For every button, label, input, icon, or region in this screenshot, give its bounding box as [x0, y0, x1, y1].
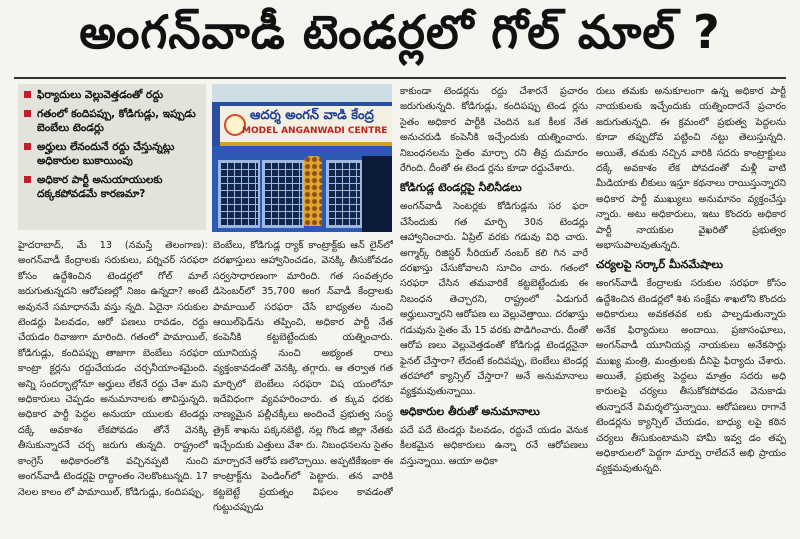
- highlight-text: అర్హులు లేనందునే రద్దు చేస్తున్నట్లు అధికారుల బుకాయింపు: [37, 141, 175, 167]
- photo-window: [218, 160, 260, 228]
- highlights-box: [18, 84, 206, 230]
- square-bullet-icon: [24, 110, 31, 117]
- highlight-item: [24, 88, 200, 102]
- column-text: అంగన్‌వాడీ కేంద్రాలకు సరుకుల సరఫరా కోసం ఉద్దేశించిన టెండర్లలో శిశు సంక్షేమ శాఖలోని కొందరు అధికారులు అవకతవక లకు పాల్పడుతున్నారు అనేక ఫిర్యాదులు అందాయి. ప్రజాసంఘాలు, అంగన్‌వాడీ యూనియన్ల నాయకులు అనేకసార్లు ముఖ్య మంత్రి, మంత్రులకు దీనిపై ఫిర్యాదు చేశారు. అయితే, ప్రభుత్వ పెద్దలు మాత్రం సదరు అధి కారులపై చర్యలు తీసుకోకపోవడం వెనుకాడు తున్నారనే విమర్శలొస్తున్నాయి. ఆరోపణలు రాగానే టెండర్లను క్యాన్సిల్ చేయడం, బాధ్యు లపై కఠిన చర్యలు తీసుకుంటామని హామీ ఇవ్వ డం తప్ప అధికారులలో పెద్దగా మార్పు రాలేదనే అభి ప్రాయం వ్యక్తమవుతున్నది.: [596, 278, 786, 475]
- headline-rule: [14, 77, 786, 79]
- photo-door: [362, 156, 392, 232]
- column-text: రులు తమకు అనుకూలంగా ఉన్న అధికార పార్టీ నాయకులకు ఇచ్చేందుకు యత్నిందారనే ప్రచారం జరుగుతున్నది. ఈ క్రమంలో ప్రభుత్వ పెద్దలను కూడా తప్పుదోవ పట్టించి నట్టు తెలుస్తున్నది. అయితే, తమకు నచ్చిన వారికి సదరు కాంట్రాక్టులు దక్కే అవకాశం లేక పోవడంతో మళ్లీ వాటి మీడియాకు లీకులు ఇస్తూ కథనాలు రాయిస్తున్నారని అధికార పార్టీ ముఖ్యులు అనుమానం వ్యక్తంచేస్తు న్నారు. అటు అధికారులు, ఇటు కొందరు అధికార పార్టీ నాయకుల వైఖరితో ప్రభుత్వం అభాసుపాలవుతున్నది.: [596, 86, 786, 252]
- column-text: కాకుండా టెండర్లను రద్దు చేశారనే ప్రచారం జరుగుతున్నది. కోడిగుడ్లు, కందిపప్పు టెండ ర్లను సైతం అధికార పార్టీకి చెందిన ఒక కీలక నేత అనుచరుడి కంపెనీకి ఇచ్చేందుకు యత్నించారు. నిబంధనలను సైతం మార్చా రని తీవ్ర దుమారం రేగింది. దీంతో ఈ టెండ ర్లను కూడా రద్దుచేశారు.: [400, 86, 588, 175]
- highlight-item: [24, 140, 200, 168]
- square-bullet-icon: [24, 91, 31, 98]
- photo-window: [326, 160, 362, 228]
- centre-signboard: [220, 106, 392, 146]
- highlight-item: [24, 173, 200, 201]
- column-text: హైదరాబాద్, మే 13 (నమస్తే తెలంగాణ): అంగన్‌వాడీ కేంద్రాలకు సరుకులు, పర్నిచర్ సరఫరా కోసం ఉద్దేశించిన టెండర్లలో గోల్ మాల్ జరుగుతున్నదని ఆరోపణల్లో నిజం ఉన్నదా? అంటే అవుననే సమాధానమే వస్తు న్నది. ఏదైనా సరుకుల టెండర్లు పిలవడం, ఆరో పణలు రావడం, రద్దు చేయడం రివాజుగా మారింది. గతంలో పామాయిల్, కోడిగుడ్లు, కందిపప్పు తాజాగా బెంబేలు సరఫరా కాంట్రా క్టర్లను రద్దుచేయడం చర్చనీయాంశమైంది. అన్ని సందర్భాల్లోనూ అర్హులు లేకనే రద్దు చేశా మని అధికారులు చెప్పడం అనుమానాలకు తావిస్తున్నది. అధికార పార్టీ పెద్దల అనుయా యులకు టెండర్లు దక్కే అవకాశం లేకపోవడం తోనే వెనక్కి తీసుకున్నారనే చర్చ జరుగు తున్నది. రాష్ట్రంలో కాంగ్రెస్ అధికారంలోకి వచ్చినప్పటి నుంచి అంగన్‌వాడీ టెండర్లపై రాద్ధాంతం నెలకొంటున్నది. 17 నెలల కాలం లో పామాయిల్, కోడిగుడ్లు, కందిపప్పు,: [18, 240, 208, 498]
- signboard-telugu-text: ఆదర్శ అంగన్ వాడి కేంద్ర: [250, 108, 374, 123]
- square-bullet-icon: [24, 143, 31, 150]
- section-subhead: కోడిగుడ్ల టెండర్లపై నీలినీడలు: [400, 181, 522, 195]
- section-subhead: చర్యలపై సర్కార్ మీనమేషాలు: [596, 258, 723, 272]
- article-column-2: [213, 238, 393, 538]
- highlight-item: [24, 107, 200, 135]
- section-subhead: అధికారుల తీరుతో అనుమానాలు: [400, 404, 540, 418]
- square-bullet-icon: [24, 176, 31, 183]
- signboard-english-text: MODEL ANGANWADI CENTRE: [242, 126, 388, 136]
- photo-sky: [212, 84, 392, 102]
- column-text: అంగన్‌వాడీ సెంటర్లకు కోడిగుడ్లను సర ఫరా చేసేందుకు గత మార్చి 30న టెండర్లు ఆహ్వానించారు. ఏప్రిల్ వరకు గడువు విధి చారు. అగ్మార్క్ రిజిస్టర్ సీరియల్ నంబర్ కలి గిన వారే దరఖాస్తు చేసుకోవాలని సూచిం చారు. గతంలో సరఫరా చేసిన తమవారికే కట్టబెట్టేందుకు ఈ నిబంధన తెచ్చారని, రాష్ట్రంలో ఏడుగురే అర్హులున్నారని ఆరోపణ లు వెల్లువెత్తాయి. దరఖాస్తు గడువును సైతం మే 15 వరకు పొడిగించారు. దీంతో ఆరోప ణలు వెల్లువెత్తడంతో కోడిగుడ్ల టెండర్లనైనా ఫైనల్ చేస్తారా? లేదంటే కందిపప్పు, బెంబేలు టెండర్ల తరహాలో క్యాన్సిల్ చేస్తారా? అనే అనుమానాలు వ్యక్తమవుతున్నాయి.: [400, 201, 588, 398]
- giraffe-painting: [304, 156, 322, 226]
- highlight-text: ఫిర్యాదులు వెల్లువెత్తడంతో రద్దు: [37, 89, 164, 101]
- column-text: పదే పదే టెండర్లు పిలవడం, రద్దుచే యడం వెనుక కీలకమైన అధికారులు ఉన్నా రనే ఆరోపణలు వస్తున్నాయి. ఆయా అధికా: [400, 424, 588, 467]
- headline: అంగన్‌వాడీ టెండర్లలో గోల్ మాల్ ?: [79, 5, 721, 59]
- anganwadi-centre-photo: [212, 84, 392, 232]
- article-column-1: [18, 238, 208, 538]
- photo-window: [262, 160, 304, 228]
- highlight-text: గతంలో కందిపప్పు, కోడిగుడ్లు, ఇప్పుడు బెంబేలు టెండర్లు: [37, 108, 196, 134]
- column-text: బెంబేలు, కోడిగుడ్ల ర్యాక్‌ కాంట్రాక్ట్‌కు ఆన్ లైన్‌లో దరఖాస్తులు ఆహ్వానించడం, వెనక్కి తీసుకోవడం సర్వసాధారణంగా మారింది. గత సంవత్సరం డిసెంబర్‌లో 35,700 అంగ న్‌వాడీ కేంద్రాలకు పామాయిల్ సరఫరా చేసే బాధ్యతల నుంచి ఆయిల్‌ఫెడ్‌ను తప్పించి, అధికార పార్టీ నేత కంపెనీకి కట్టబెట్టేందుకు యత్నించారు. యూనియన్ల నుంచి అభ్యంత రాలు వ్యక్తంకావడంతో వెనక్కి తగ్గారు. ఆ తర్వాత గత మార్చిలో బెంబేలు సరఫరా విష యంలోనూ ఇదేవిధంగా వ్యవహరించారు. త క్కువ ధరకు నాణ్యమైన పల్లీచక్కీలు అందించే ప్రభుత్వ సంస్థ త్రైక్ శాఖను పక్కనబెట్టి, నల్ల గొండ జిల్లా నేతకు ఇచ్చేందుకు ఎత్తులు వేశా రు. నిబంధనలను సైతం మార్చారనే ఆరోప ణలొచ్చాయి. అప్పటికేఇంకా ఈ కాంట్రాక్ట్‌ను పెండింగ్‌లో పెట్టారు. తన వారికి కట్టబెట్టే ప్రయత్నం విఫలం కావడంతో గుట్టుచప్పుడు: [213, 240, 393, 513]
- article-column-3: [400, 84, 588, 538]
- article-column-4: [596, 84, 786, 538]
- highlight-text: అధికార పార్టీ అనుయాయులకు దక్కకపోవడమే కారణమా?: [37, 174, 163, 200]
